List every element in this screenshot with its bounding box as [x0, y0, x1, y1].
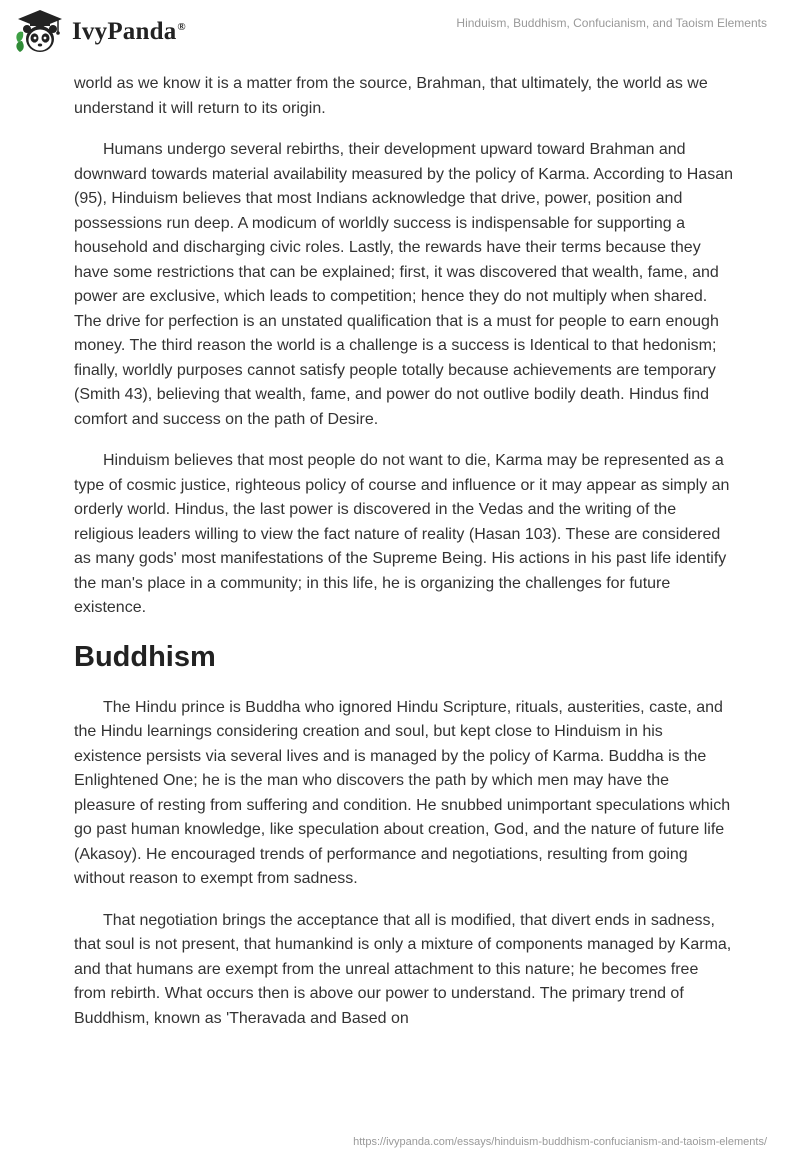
- document-title: Hinduism, Buddhism, Confucianism, and Taoism Elements: [456, 16, 767, 30]
- paragraph: That negotiation brings the acceptance that all is modified, that divert ends in sadness, that soul is not present, that humankind is only a mixture of components managed by Karma, and that humans are exempt from the unreal attachment to this nature; he becomes free from rebirth. What occurs then is above our power to understand. The primary trend of Buddhism, known as 'Theravada and Based on: [74, 911, 732, 1027]
- ivypanda-logo[interactable]: [14, 8, 186, 56]
- registered-mark: ®: [177, 20, 186, 33]
- source-url[interactable]: https://ivypanda.com/essays/hinduism-buddhism-confucianism-and-taoism-elements/: [353, 1136, 767, 1148]
- brand-name: IvyPanda®: [72, 18, 186, 45]
- panda-graduate-icon: [14, 8, 66, 56]
- paragraph: Hinduism believes that most people do not want to die, Karma may be represented as a type of cosmic justice, righteous policy of course and influence or it may appear as simply an orderly world. Hindus, the last power is discovered in the Vedas and the writing of the religious leaders willing to view the fact nature of reality (Hasan 103). These are considered as many gods' most manifestations of the Supreme Being. His actions in his past life identify the man's place in a community; in this life, he is organizing the challenges for future existence.: [74, 452, 730, 616]
- paragraph: Humans undergo several rebirths, their development upward toward Brahman and downward towards material availability measured by the policy of Karma. According to Hasan (95), Hinduism believes that most Indians acknowledge that drive, power, position and possessions run deep. A modicum of worldly success is indispensable for supporting a household and discharging civic roles. Lastly, the rewards have their terms because they have some restrictions that can be explained; first, it was discovered that wealth, fame, and power are exclusive, which leads to competition; hence they do not multiply when shared. The drive for perfection is an unstated qualification that is a must for people to earn enough money. The third reason the world is a challenge is a success is Identical to that hedonism; finally, worldly purposes cannot satisfy people totally because achievements are temporary (Smith 43), believing that wealth, fame, and power do not outlive bodily death. Hindus find comfort and success on the path of Desire.: [74, 141, 733, 428]
- essay-body: [74, 72, 734, 1048]
- section-heading-buddhism: Buddhism: [74, 640, 216, 673]
- page-header: [0, 0, 800, 64]
- paragraph-continued: world as we know it is a matter from the source, Brahman, that ultimately, the world as we understand it will return to its origin.: [74, 75, 708, 117]
- paragraph: The Hindu prince is Buddha who ignored Hindu Scripture, rituals, austerities, caste, and the Hindu learnings considering creation and soul, but kept close to Hinduism in his existence persists via several lives and is managed by the policy of Karma. Buddha is the Enlightened One; he is the man who discovers the path by which men may have the pleasure of resting from suffering and condition. He snubbed unimportant speculations which go past human knowledge, like speculation about creation, God, and the nature of future life (Akasoy). He encouraged trends of performance and negotiations, resulting from going without reason to exempt from sadness.: [74, 698, 731, 887]
